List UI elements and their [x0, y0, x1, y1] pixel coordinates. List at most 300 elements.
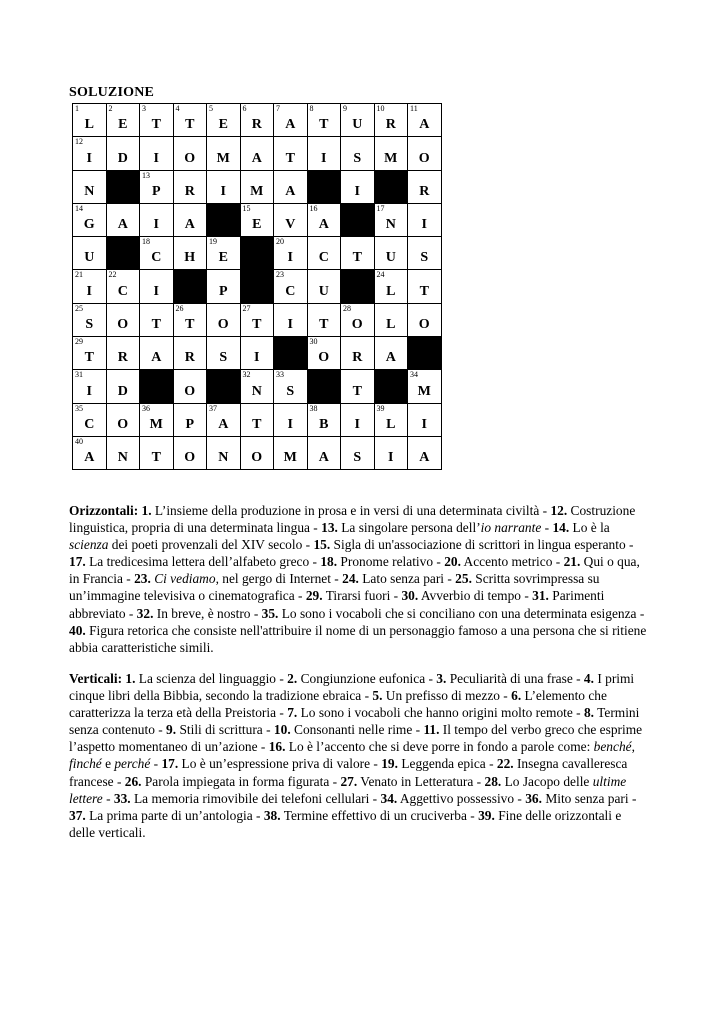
grid-cell — [140, 337, 174, 370]
grid-cell — [240, 137, 274, 170]
cell-number: 12 — [75, 137, 83, 147]
cell-letter: M — [216, 150, 230, 166]
clue-text: e — [101, 756, 115, 772]
cell-letter: C — [84, 416, 95, 432]
grid-cell — [274, 137, 308, 170]
grid-cell — [73, 337, 107, 370]
clue-number: 5. — [372, 688, 383, 704]
grid-cell — [341, 170, 375, 203]
cell-letter: T — [319, 317, 329, 333]
grid-cell — [106, 270, 140, 303]
cell-letter: O — [418, 317, 430, 333]
grid-cell — [106, 303, 140, 336]
grid-cell — [374, 337, 408, 370]
clue — [313, 537, 633, 552]
clue — [142, 503, 551, 518]
grid-cell — [341, 137, 375, 170]
grid-cell — [240, 337, 274, 370]
clue-number: 11. — [423, 722, 440, 738]
grid-cell — [408, 137, 442, 170]
clue — [161, 756, 381, 771]
black-cell — [140, 370, 174, 403]
cell-letter: L — [386, 317, 396, 333]
black-cell — [106, 237, 140, 270]
clue-text: Leggenda epica - — [397, 756, 497, 772]
cell-letter: M — [417, 383, 431, 399]
cell-number: 23 — [276, 270, 284, 280]
grid-cell — [374, 104, 408, 137]
cell-letter: O — [217, 317, 229, 333]
clue-number: 34. — [380, 790, 398, 806]
grid-cell — [408, 104, 442, 137]
grid-cell — [73, 436, 107, 469]
grid-cell — [173, 203, 207, 236]
cell-letter: T — [319, 117, 329, 133]
cell-letter: A — [285, 117, 296, 133]
grid-cell — [173, 303, 207, 336]
clue-number: 30. — [401, 588, 419, 604]
clue-number: 40. — [69, 622, 86, 638]
grid-cell — [140, 170, 174, 203]
grid-cell — [341, 370, 375, 403]
cell-letter: T — [419, 283, 429, 299]
grid-cell — [374, 303, 408, 336]
clue-text: Consonanti nelle rime - — [290, 722, 424, 738]
clue-number: 13. — [321, 520, 338, 536]
cell-letter: C — [318, 250, 329, 266]
cell-number: 24 — [376, 270, 385, 280]
cell-letter: T — [352, 383, 362, 399]
black-cell — [341, 270, 375, 303]
clue-text: Lo sono i vocaboli che si conciliano con una determinata esigenza - — [278, 605, 645, 621]
cell-letter: I — [254, 350, 260, 366]
grid-row — [73, 270, 442, 303]
cell-number: 25 — [75, 303, 83, 313]
clue — [342, 571, 455, 586]
cell-number: 2 — [108, 104, 113, 113]
grid-cell — [307, 137, 341, 170]
cell-number: 38 — [309, 403, 318, 413]
clue-number: 35. — [261, 605, 279, 621]
clue-text: Lato senza pari - — [358, 571, 456, 587]
clue — [525, 791, 636, 806]
cell-letter: R — [419, 183, 430, 199]
grid-row — [73, 337, 442, 370]
clue-text: dei poeti provenzali del XIV secolo - — [108, 537, 314, 553]
cell-number: 7 — [276, 104, 280, 113]
grid-cell — [207, 137, 241, 170]
black-cell — [207, 370, 241, 403]
grid-cell — [207, 104, 241, 137]
grid-row — [73, 370, 442, 403]
clue-number: 17. — [161, 756, 179, 772]
clue — [287, 671, 436, 686]
grid-cell — [274, 270, 308, 303]
cell-letter: A — [419, 117, 430, 133]
grid-cell — [140, 104, 174, 137]
cell-letter: A — [318, 217, 329, 233]
clue-number: 27. — [340, 773, 358, 789]
cell-number: 10 — [376, 104, 385, 113]
grid-cell — [73, 137, 107, 170]
cell-number: 14 — [75, 203, 83, 213]
black-cell — [307, 370, 341, 403]
cell-letter: S — [353, 150, 362, 166]
cell-letter: T — [352, 250, 362, 266]
cell-letter: C — [117, 283, 128, 299]
grid-cell — [173, 337, 207, 370]
cell-letter: T — [84, 350, 94, 366]
cell-letter: I — [354, 416, 360, 432]
clue — [287, 705, 584, 720]
grid-cell — [307, 237, 341, 270]
clue-number: 14. — [552, 520, 570, 536]
clue-number: 8. — [583, 705, 595, 721]
grid-cell — [173, 436, 207, 469]
grid-row — [73, 137, 442, 170]
grid-cell — [240, 303, 274, 336]
grid-cell — [207, 237, 241, 270]
cell-letter: G — [83, 217, 95, 233]
clue-text: Fine delle orizzontali e delle verticali. — [69, 807, 622, 840]
cell-number: 3 — [142, 104, 146, 113]
clue-italic: perché — [114, 756, 151, 772]
grid-cell — [140, 303, 174, 336]
grid-cell — [240, 170, 274, 203]
cell-letter: L — [386, 283, 396, 299]
grid-cell — [274, 237, 308, 270]
grid-cell — [408, 436, 442, 469]
clue-number: 7. — [287, 705, 298, 721]
clue-number: 2. — [287, 671, 298, 686]
clue-text: Insegna cavalleresca francese - — [69, 756, 628, 789]
clues-down — [69, 670, 649, 841]
clue — [381, 756, 497, 771]
grid-cell — [341, 436, 375, 469]
grid-cell — [374, 270, 408, 303]
clue — [381, 791, 526, 806]
clue-text: Qui o qua, in Francia - — [69, 554, 640, 587]
clue-text: In breve, è nostro - — [153, 605, 262, 621]
grid-cell — [408, 303, 442, 336]
grid-cell — [140, 270, 174, 303]
grid-cell — [408, 237, 442, 270]
grid-cell — [341, 303, 375, 336]
clue-number: 1. — [125, 671, 136, 686]
grid-cell — [106, 403, 140, 436]
cell-letter: I — [86, 283, 92, 299]
clue-text: Termini senza contenuto - — [69, 705, 640, 738]
cell-letter: S — [420, 250, 429, 266]
cell-number: 40 — [75, 436, 83, 446]
grid-cell — [274, 203, 308, 236]
cell-number: 8 — [309, 104, 314, 113]
grid-cell — [106, 137, 140, 170]
grid-cell — [106, 370, 140, 403]
clue — [69, 554, 320, 569]
grid-row — [73, 403, 442, 436]
cell-number: 34 — [410, 370, 418, 380]
grid-cell — [140, 436, 174, 469]
cell-letter: M — [149, 416, 163, 432]
grid-cell — [274, 370, 308, 403]
clue-text: Lo è un’espressione priva di valore - — [178, 756, 382, 772]
grid-cell — [106, 203, 140, 236]
cell-letter: T — [285, 150, 295, 166]
cell-number: 13 — [142, 170, 150, 180]
black-cell — [207, 203, 241, 236]
clue-number: 1. — [141, 503, 152, 518]
cell-letter: M — [384, 150, 398, 166]
cell-number: 20 — [276, 237, 284, 247]
cell-letter: N — [84, 183, 95, 199]
clue-text: Termine effettivo di un cruciverba - — [280, 807, 479, 823]
clue — [436, 671, 584, 686]
cell-letter: L — [84, 117, 94, 133]
clue — [444, 554, 563, 569]
cell-letter: A — [151, 350, 162, 366]
cell-letter: O — [184, 450, 196, 466]
grid-cell — [73, 237, 107, 270]
cell-number: 32 — [242, 370, 251, 380]
black-cell — [274, 337, 308, 370]
cell-number: 16 — [309, 203, 318, 213]
clue-text: Venato in Letteratura - — [357, 773, 485, 789]
clue-text: Tirarsi fuori - — [322, 588, 402, 604]
clues-down-heading: Verticali: — [69, 671, 123, 686]
clue-number: 25. — [455, 571, 472, 587]
black-cell — [240, 237, 274, 270]
clue-text: Pronome relativo - — [337, 554, 445, 570]
grid-cell — [173, 403, 207, 436]
cell-number: 19 — [209, 237, 217, 247]
cell-letter: I — [287, 250, 293, 266]
cell-letter: R — [184, 350, 195, 366]
grid-cell — [173, 170, 207, 203]
clue-text: Sigla di un'associazione di scrittori in lingua esperanto - — [330, 537, 634, 553]
cell-letter: E — [118, 117, 128, 133]
cell-number: 17 — [376, 203, 385, 213]
clue-number: 26. — [124, 773, 142, 789]
grid-cell — [374, 237, 408, 270]
grid-cell — [140, 137, 174, 170]
clue-text: Avverbio di tempo - — [418, 588, 533, 604]
clue-text: Lo è la — [569, 520, 610, 536]
cell-letter: I — [287, 416, 293, 432]
grid-cell — [240, 436, 274, 469]
cell-letter: R — [117, 350, 128, 366]
clue-number: 31. — [532, 588, 549, 604]
grid-row — [73, 104, 442, 137]
crossword-grid — [72, 103, 442, 470]
cell-letter: I — [86, 150, 92, 166]
grid-cell — [207, 403, 241, 436]
clue-italic: benché — [593, 739, 632, 755]
clue — [137, 606, 262, 621]
clues-across-list — [69, 503, 646, 655]
cell-letter: R — [352, 350, 363, 366]
grid-cell — [307, 104, 341, 137]
clue-text: Costruzione linguistica, propria di una determinata lingua - — [69, 503, 636, 536]
cell-letter: O — [117, 317, 129, 333]
grid-cell — [408, 370, 442, 403]
cell-letter: N — [117, 450, 128, 466]
cell-letter: P — [185, 416, 195, 432]
cell-letter: O — [251, 450, 263, 466]
grid-cell — [408, 403, 442, 436]
clue — [306, 588, 402, 603]
cell-letter: D — [117, 383, 128, 399]
cell-letter: O — [318, 350, 330, 366]
clues-across — [69, 502, 649, 656]
clue-number: 12. — [550, 503, 568, 518]
cell-letter: O — [351, 317, 363, 333]
grid-cell — [274, 303, 308, 336]
grid-cell — [341, 237, 375, 270]
clue-number: 21. — [563, 554, 581, 570]
clue-text: Un prefisso di mezzo - — [382, 688, 512, 704]
grid-cell — [408, 203, 442, 236]
grid-cell — [408, 170, 442, 203]
clue-text: - — [541, 520, 553, 536]
clue-text: Scritta sovrimpressa su un’immagine televisiva o cinematografica - — [69, 571, 600, 604]
grid-cell — [274, 170, 308, 203]
cell-letter: U — [385, 250, 396, 266]
cell-letter: R — [184, 183, 195, 199]
clue-text: La scienza del linguaggio - — [135, 671, 288, 686]
grid-row — [73, 170, 442, 203]
cell-letter: V — [285, 217, 296, 233]
cell-number: 9 — [343, 104, 347, 113]
black-cell — [106, 170, 140, 203]
cell-letter: C — [285, 283, 296, 299]
cell-number: 21 — [75, 270, 83, 280]
grid-cell — [73, 170, 107, 203]
clue-number: 39. — [478, 807, 495, 823]
clue-number: 24. — [342, 571, 359, 587]
cell-letter: O — [418, 150, 430, 166]
black-cell — [240, 270, 274, 303]
cell-letter: I — [287, 317, 293, 333]
clue-text: Lo è l’accento che si deve porre in fondo a parole come: — [285, 739, 594, 755]
cell-letter: I — [354, 183, 360, 199]
cell-letter: I — [220, 183, 226, 199]
grid-cell — [374, 137, 408, 170]
clue-text: L’insieme della produzione in prosa e in versi di una determinata civiltà - — [151, 503, 551, 518]
black-cell — [307, 170, 341, 203]
clues-down-list — [69, 671, 642, 840]
grid-cell — [207, 436, 241, 469]
cell-letter: A — [285, 183, 296, 199]
clue — [134, 571, 342, 586]
clue-text: - — [102, 790, 114, 806]
cell-number: 26 — [175, 303, 184, 313]
clue-italic: finché — [69, 756, 102, 772]
grid-cell — [207, 170, 241, 203]
grid-cell — [73, 303, 107, 336]
cell-letter: T — [185, 317, 195, 333]
cell-number: 1 — [75, 104, 79, 113]
cell-number: 4 — [175, 104, 180, 113]
black-cell — [374, 370, 408, 403]
clue-text: Il tempo del verbo greco che esprime l’aspetto momentaneo di un’azione - — [69, 722, 643, 755]
grid-cell — [140, 203, 174, 236]
clue-text: - — [150, 756, 162, 772]
clue-text: Stili di scrittura - — [176, 722, 274, 738]
cell-letter: I — [321, 150, 327, 166]
grid-cell — [106, 104, 140, 137]
clue — [125, 774, 341, 789]
cell-letter: I — [153, 150, 159, 166]
cell-number: 15 — [242, 203, 251, 213]
clue-text: Mito senza pari - — [541, 790, 637, 806]
grid-cell — [207, 303, 241, 336]
clue-italic: io narrante — [480, 520, 542, 536]
cell-letter: A — [184, 217, 195, 233]
clue-number: 4. — [583, 671, 594, 686]
black-cell — [341, 203, 375, 236]
clue-number: 33. — [113, 790, 131, 806]
grid-cell — [307, 203, 341, 236]
black-cell — [408, 337, 442, 370]
clue-text: Lo Jacopo delle — [501, 773, 593, 789]
cell-number: 22 — [108, 270, 117, 280]
cell-letter: S — [286, 383, 295, 399]
grid-cell — [341, 403, 375, 436]
clue-text: I primi cinque libri della Bibbia, secondo la tradizione ebraica - — [69, 671, 635, 704]
clue — [321, 520, 552, 535]
cell-letter: E — [252, 217, 262, 233]
clue-italic: ultime lettere — [69, 773, 627, 806]
clue-number: 6. — [511, 688, 522, 704]
grid-row — [73, 303, 442, 336]
cell-number: 31 — [75, 370, 83, 380]
clue-text: L’elemento che caratterizza la terza età della Preistoria - — [69, 688, 607, 721]
clue — [166, 722, 274, 737]
grid-cell — [374, 403, 408, 436]
clue-number: 18. — [320, 554, 338, 570]
clue-number: 10. — [273, 722, 291, 738]
cell-letter: C — [151, 250, 162, 266]
clue-text: Parola impiegata in forma figurata - — [141, 773, 341, 789]
cell-number: 18 — [142, 237, 150, 247]
clue-italic: Ci vediamo — [154, 571, 216, 587]
clues-across-heading: Orizzontali: — [69, 503, 139, 518]
clue — [69, 623, 646, 655]
clue-number: 17. — [69, 554, 86, 570]
cell-letter: T — [151, 450, 161, 466]
black-cell — [173, 270, 207, 303]
clue-text: Lo sono i vocaboli che hanno origini molto remote - — [297, 705, 584, 721]
clue-text: Figura retorica che consiste nell'attribuire il nome di un personaggio famoso a una persona che si ritiene abbia caratteristiche simili. — [69, 622, 647, 655]
cell-letter: N — [385, 217, 396, 233]
cell-letter: T — [185, 117, 195, 133]
clue — [340, 774, 484, 789]
cell-letter: M — [283, 450, 297, 466]
cell-letter: T — [252, 416, 262, 432]
grid-cell — [240, 104, 274, 137]
clue — [69, 808, 264, 823]
cell-letter: E — [218, 117, 228, 133]
grid-cell — [140, 403, 174, 436]
cell-letter: I — [153, 217, 159, 233]
grid-cell — [307, 403, 341, 436]
cell-letter: R — [251, 117, 262, 133]
grid-cell — [240, 370, 274, 403]
clue-number: 32. — [136, 605, 154, 621]
grid-cell — [341, 337, 375, 370]
clue-number: 3. — [436, 671, 447, 686]
